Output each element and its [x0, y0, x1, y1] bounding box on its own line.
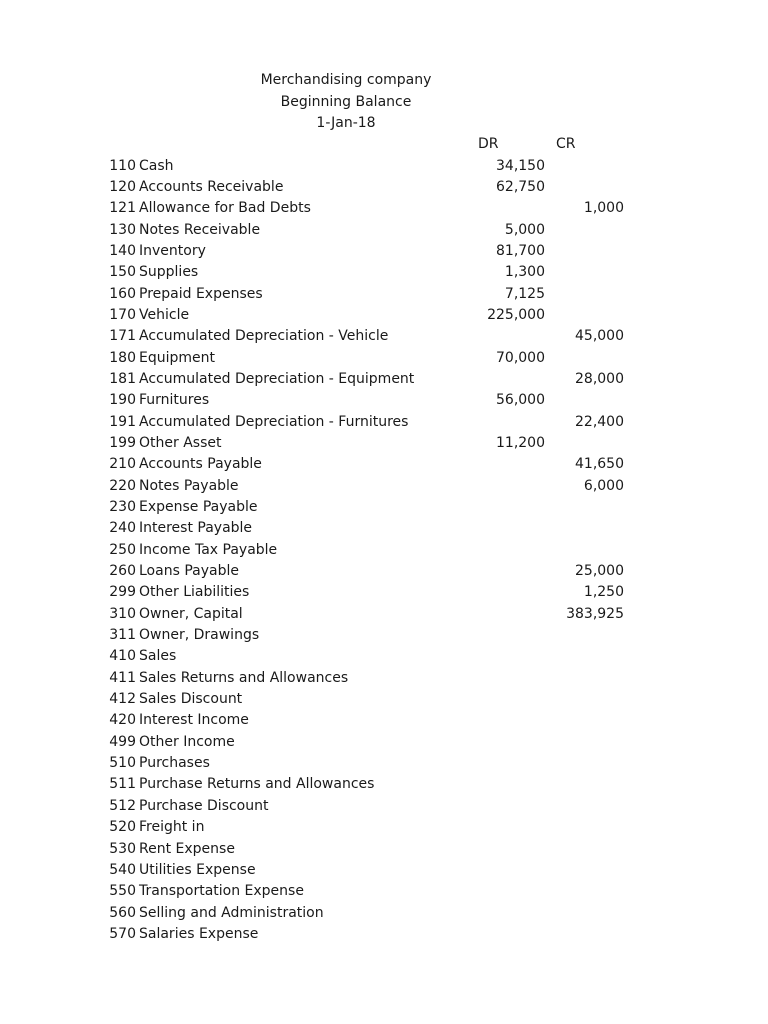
ledger-row — [0, 774, 768, 795]
debit-amount: 225,000 — [487, 306, 545, 323]
credit-amount: 1,250 — [583, 584, 624, 601]
account-name: Accounts Payable — [139, 456, 262, 473]
account-name: Allowance for Bad Debts — [139, 200, 311, 217]
ledger-row — [0, 497, 768, 518]
credit-amount: 45,000 — [575, 328, 624, 345]
ledger-row — [0, 689, 768, 710]
ledger-row — [0, 156, 768, 177]
account-number: 560 — [109, 904, 136, 921]
account-name: Accumulated Depreciation - Equipment — [139, 370, 415, 387]
credit-amount: 1,000 — [583, 200, 624, 217]
credit-amount: 6,000 — [583, 477, 624, 494]
account-number: 140 — [109, 242, 136, 259]
ledger-row — [0, 646, 768, 667]
account-ledger — [0, 156, 768, 946]
account-name: Freight in — [139, 819, 205, 836]
ledger-row — [0, 198, 768, 219]
account-name: Notes Payable — [139, 477, 239, 494]
account-number: 550 — [109, 883, 136, 900]
account-number: 199 — [109, 434, 136, 451]
account-number: 150 — [109, 264, 136, 281]
account-name: Purchase Returns and Allowances — [139, 776, 375, 793]
ledger-row — [0, 582, 768, 603]
report-title: Beginning Balance — [280, 93, 412, 110]
account-name: Sales — [139, 648, 177, 665]
ledger-row — [0, 625, 768, 646]
cr-column-header: CR — [556, 136, 576, 152]
account-number: 512 — [109, 797, 136, 814]
ledger-row — [0, 412, 768, 433]
account-name: Income Tax Payable — [139, 541, 278, 558]
account-number: 180 — [109, 349, 136, 366]
credit-amount: 383,925 — [566, 605, 624, 622]
account-number: 121 — [109, 200, 136, 217]
account-name: Transportation Expense — [139, 883, 304, 900]
account-number: 250 — [109, 541, 136, 558]
account-name: Prepaid Expenses — [139, 285, 263, 302]
ledger-row — [0, 753, 768, 774]
ledger-row — [0, 732, 768, 753]
ledger-row — [0, 326, 768, 347]
account-number: 411 — [109, 669, 136, 686]
ledger-row — [0, 839, 768, 860]
account-number: 510 — [109, 755, 136, 772]
ledger-row — [0, 348, 768, 369]
account-name: Accumulated Depreciation - Furnitures — [139, 413, 409, 430]
ledger-row — [0, 476, 768, 497]
account-name: Accumulated Depreciation - Vehicle — [139, 328, 389, 345]
account-name: Rent Expense — [139, 840, 235, 857]
account-name: Sales Discount — [139, 691, 243, 708]
account-name: Notes Receivable — [139, 221, 261, 238]
debit-amount: 70,000 — [496, 349, 545, 366]
account-name: Other Income — [139, 733, 235, 750]
account-name: Other Liabilities — [139, 584, 250, 601]
account-number: 530 — [109, 840, 136, 857]
ledger-row — [0, 860, 768, 881]
account-number: 230 — [109, 499, 136, 515]
credit-amount: 22,400 — [575, 413, 624, 430]
ledger-row — [0, 518, 768, 539]
ledger-row — [0, 903, 768, 924]
account-name: Purchase Discount — [139, 797, 269, 814]
account-number: 171 — [109, 328, 136, 345]
credit-amount: 41,650 — [575, 456, 624, 473]
account-name: Salaries Expense — [139, 925, 259, 942]
ledger-row — [0, 924, 768, 945]
ledger-row — [0, 433, 768, 454]
debit-amount: 34,150 — [496, 157, 545, 174]
account-number: 410 — [109, 648, 136, 665]
debit-amount: 11,200 — [496, 434, 545, 451]
debit-amount: 5,000 — [504, 221, 545, 238]
account-name: Purchases — [139, 755, 210, 772]
account-number: 181 — [109, 370, 136, 387]
ledger-row — [0, 454, 768, 475]
account-number: 240 — [109, 520, 136, 537]
ledger-row — [0, 262, 768, 283]
account-name: Owner, Capital — [139, 605, 243, 622]
account-number: 520 — [109, 819, 136, 836]
account-name: Inventory — [139, 242, 206, 259]
account-number: 420 — [109, 712, 136, 729]
company-name: Merchandising company — [260, 72, 432, 88]
ledger-row — [0, 561, 768, 582]
account-number: 499 — [109, 733, 136, 750]
dr-column-header: DR — [478, 136, 499, 152]
ledger-row — [0, 881, 768, 902]
account-name: Furnitures — [139, 392, 210, 409]
ledger-row — [0, 817, 768, 838]
account-name: Selling and Administration — [139, 904, 324, 921]
account-number: 570 — [109, 925, 136, 942]
ledger-row — [0, 241, 768, 262]
debit-amount: 81,700 — [496, 242, 545, 259]
credit-amount: 25,000 — [575, 563, 624, 580]
account-name: Accounts Receivable — [139, 178, 284, 195]
ledger-row — [0, 540, 768, 561]
account-number: 191 — [109, 413, 136, 430]
credit-amount: 28,000 — [575, 370, 624, 387]
debit-amount: 7,125 — [504, 285, 545, 302]
ledger-row — [0, 710, 768, 731]
account-name: Loans Payable — [139, 563, 239, 580]
report-date: 1-Jan-18 — [316, 115, 376, 131]
account-name: Vehicle — [139, 306, 190, 323]
account-number: 120 — [109, 178, 136, 195]
ledger-row — [0, 796, 768, 817]
account-name: Cash — [139, 157, 174, 174]
debit-amount: 62,750 — [496, 178, 545, 195]
account-name: Owner, Drawings — [139, 627, 260, 644]
account-number: 310 — [109, 605, 136, 622]
ledger-row — [0, 177, 768, 198]
account-number: 190 — [109, 392, 136, 409]
account-name: Sales Returns and Allowances — [139, 669, 349, 686]
ledger-row — [0, 668, 768, 689]
account-name: Utilities Expense — [139, 861, 256, 878]
account-number: 160 — [109, 285, 136, 302]
ledger-row — [0, 220, 768, 241]
debit-amount: 1,300 — [504, 264, 545, 281]
account-number: 511 — [109, 776, 136, 793]
ledger-row — [0, 390, 768, 411]
account-number: 170 — [109, 306, 136, 323]
account-name: Other Asset — [139, 434, 222, 451]
account-number: 210 — [109, 456, 136, 473]
account-name: Expense Payable — [139, 499, 258, 515]
account-name: Equipment — [139, 349, 215, 366]
debit-amount: 56,000 — [496, 392, 545, 409]
account-number: 110 — [109, 157, 136, 174]
account-number: 540 — [109, 861, 136, 878]
account-number: 220 — [109, 477, 136, 494]
ledger-row — [0, 369, 768, 390]
account-number: 299 — [109, 584, 136, 601]
account-number: 311 — [109, 627, 136, 644]
account-number: 260 — [109, 563, 136, 580]
ledger-row — [0, 305, 768, 326]
ledger-row — [0, 604, 768, 625]
account-number: 130 — [109, 221, 136, 238]
ledger-row — [0, 284, 768, 305]
account-number: 412 — [109, 691, 136, 708]
account-name: Interest Payable — [139, 520, 253, 537]
account-name: Supplies — [139, 264, 199, 281]
account-name: Interest Income — [139, 712, 249, 729]
